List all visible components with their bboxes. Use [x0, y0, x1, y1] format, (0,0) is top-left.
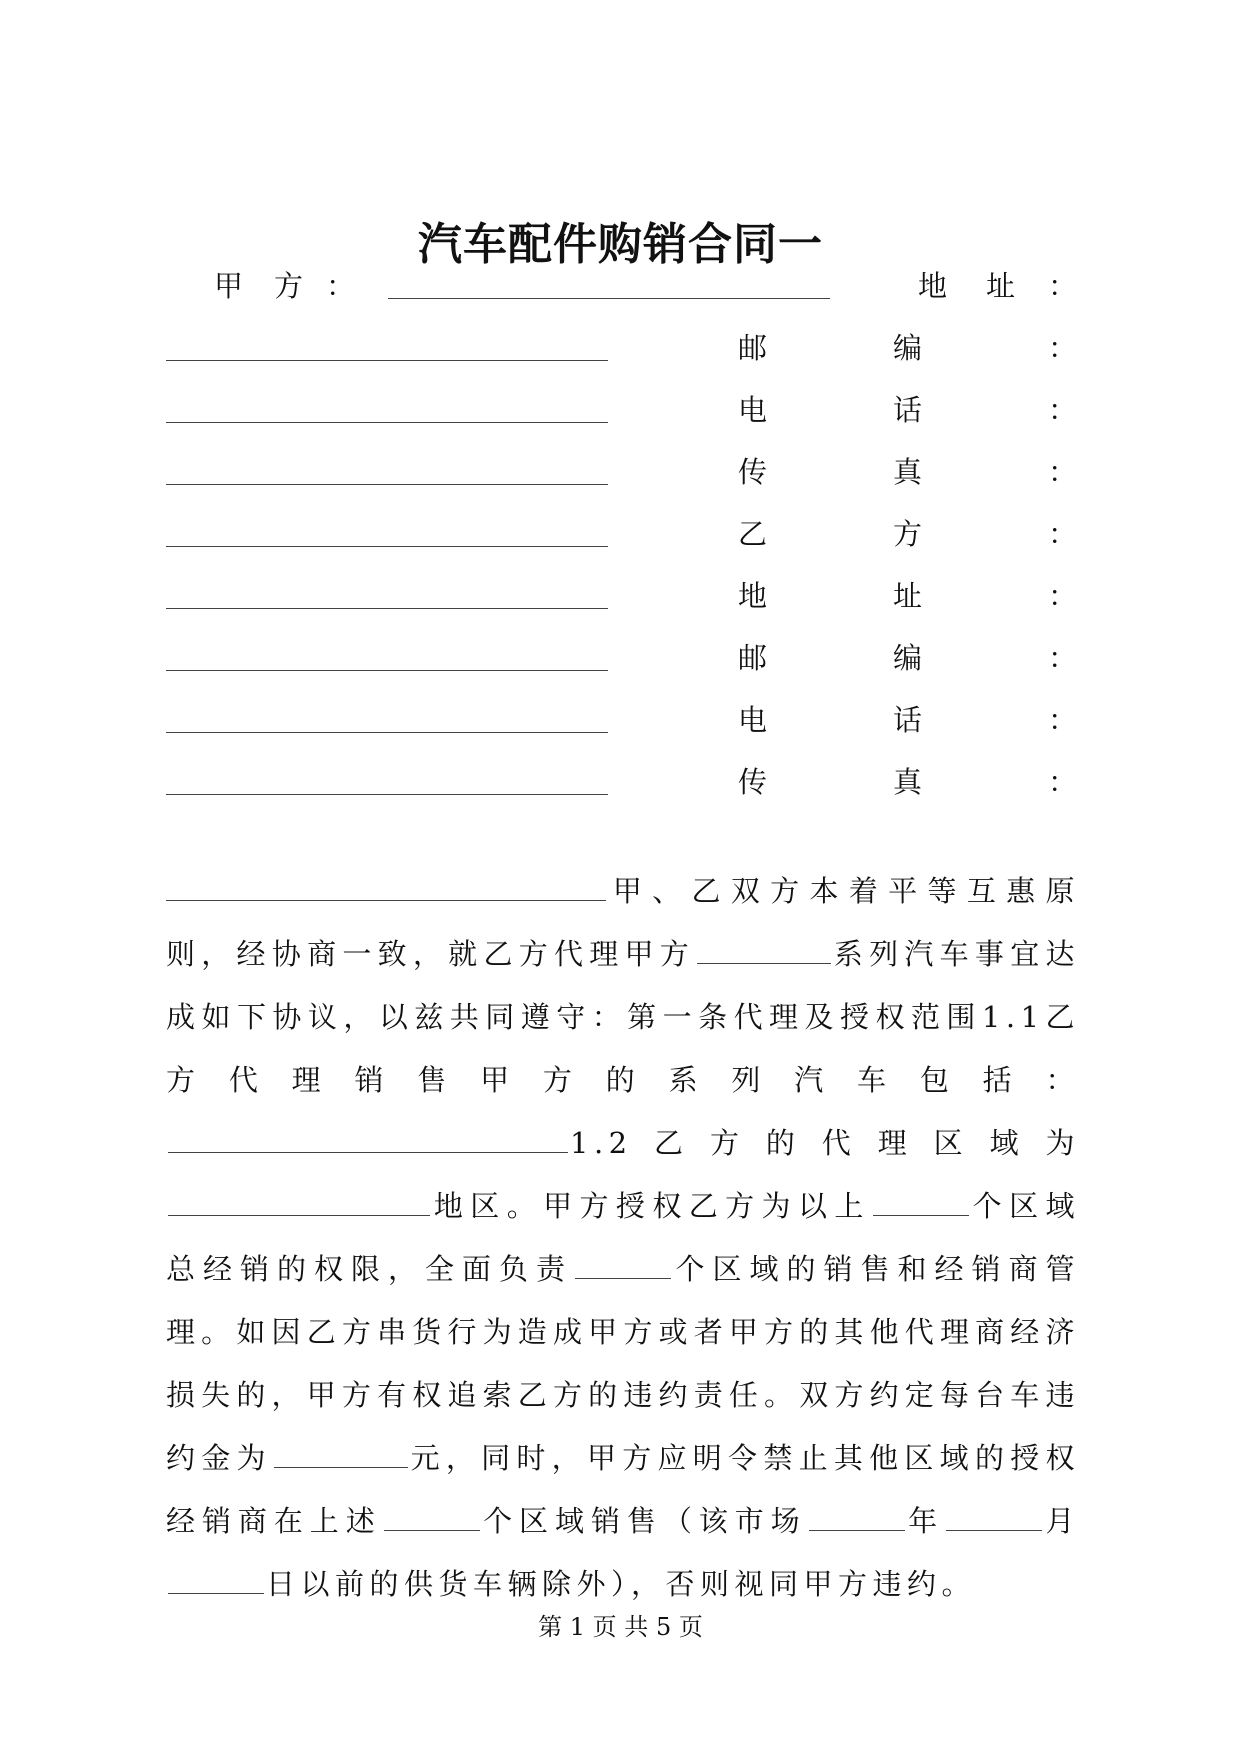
- field-label-2: 话: [893, 703, 923, 737]
- field-colon: ：: [1048, 455, 1078, 489]
- field-label-1: 邮: [738, 331, 768, 365]
- field-colon: ：: [1048, 517, 1078, 551]
- body-text-6: 个区域的销售和经销商管理。如因乙方串货行为造成甲方或者甲方的其他代理商经济损失的，甲方有权追索乙方的违约责任。双方约定每台车违约金为: [166, 1252, 1080, 1475]
- body-text-2: 系列汽车事宜达成如下协议，以兹共同遵守：第一条代理及授权范围1.1乙方代理销售甲方的系列汽车包括：: [166, 937, 1080, 1097]
- blank-year[interactable]: [809, 1506, 905, 1531]
- document-title: 汽车配件购销合同一: [418, 219, 823, 270]
- party-a-colon: ：: [326, 269, 356, 303]
- address-label-2: 址: [986, 269, 1016, 303]
- blank-products[interactable]: [168, 1128, 568, 1153]
- field-label-1: 地: [738, 579, 768, 613]
- blank-penalty-amount[interactable]: [274, 1443, 408, 1468]
- field-blank[interactable]: [166, 642, 608, 671]
- blank-region-count-2[interactable]: [575, 1254, 671, 1279]
- party-a-blank[interactable]: [388, 270, 830, 299]
- body-text-3: 1.2乙方的代理区域为: [570, 1126, 1080, 1160]
- field-label-2: 编: [893, 641, 923, 675]
- body-text-7: 元，同时，甲方应明令禁止其他区域的授权经销商在上述: [166, 1441, 1080, 1538]
- body-text-9: 年: [906, 1504, 945, 1538]
- field-row: [166, 762, 1076, 802]
- blank-region-count-1[interactable]: [873, 1191, 969, 1216]
- field-colon: ：: [1048, 393, 1078, 427]
- field-row: [166, 514, 1076, 554]
- field-colon: ：: [1048, 641, 1078, 675]
- field-label-2: 真: [893, 455, 923, 489]
- field-label-1: 乙: [738, 517, 768, 551]
- field-blank[interactable]: [166, 332, 608, 361]
- party-a-label-2: 方: [274, 269, 304, 303]
- body-text-5: 个区域总经销的权限，全面负责: [166, 1189, 1080, 1286]
- party-a-label-1: 甲: [214, 269, 244, 303]
- body-text-4: 地区。甲方授权乙方为以上: [432, 1189, 871, 1223]
- field-row: [166, 638, 1076, 678]
- field-label-1: 传: [738, 455, 768, 489]
- field-colon: ：: [1048, 579, 1078, 613]
- field-row: [166, 390, 1076, 430]
- blank-month[interactable]: [946, 1506, 1042, 1531]
- field-blank[interactable]: [166, 456, 608, 485]
- blank-day[interactable]: [168, 1569, 264, 1594]
- body-text-10: 月: [1044, 1504, 1080, 1538]
- field-colon: ：: [1048, 765, 1078, 799]
- field-blank[interactable]: [166, 394, 608, 423]
- field-row: [166, 576, 1076, 616]
- field-label-2: 址: [893, 579, 923, 613]
- blank-region-count-3[interactable]: [384, 1506, 480, 1531]
- field-label-2: 方: [893, 517, 923, 551]
- field-row: [166, 452, 1076, 492]
- contract-body: [166, 860, 1080, 1616]
- body-text-1: 甲、乙双方本着平等互惠原则，经协商一致，就乙方代理甲方: [166, 874, 1080, 971]
- address-label-1: 地: [918, 269, 948, 303]
- field-label-2: 编: [893, 331, 923, 365]
- blank-brand[interactable]: [697, 939, 831, 964]
- field-label-1: 电: [738, 393, 768, 427]
- field-label-2: 话: [893, 393, 923, 427]
- field-label-2: 真: [893, 765, 923, 799]
- field-blank[interactable]: [166, 704, 608, 733]
- field-colon: ：: [1048, 331, 1078, 365]
- field-row: [166, 700, 1076, 740]
- field-label-1: 电: [738, 703, 768, 737]
- field-row: [166, 328, 1076, 368]
- body-text-8: 个区域销售（该市场: [481, 1504, 807, 1538]
- field-label-1: 邮: [738, 641, 768, 675]
- party-a-line: [166, 266, 1076, 306]
- blank-region[interactable]: [168, 1191, 430, 1216]
- field-blank[interactable]: [166, 518, 608, 547]
- field-blank[interactable]: [166, 766, 608, 795]
- page-footer: 第 1 页 共 5 页: [538, 1613, 703, 1641]
- body-text-11: 日以前的供货车辆除外），否则视同甲方违约。: [266, 1567, 977, 1601]
- address-colon: ：: [1048, 269, 1078, 303]
- blank-party-b-fax[interactable]: [166, 876, 606, 901]
- field-blank[interactable]: [166, 580, 608, 609]
- field-label-1: 传: [738, 765, 768, 799]
- field-colon: ：: [1048, 703, 1078, 737]
